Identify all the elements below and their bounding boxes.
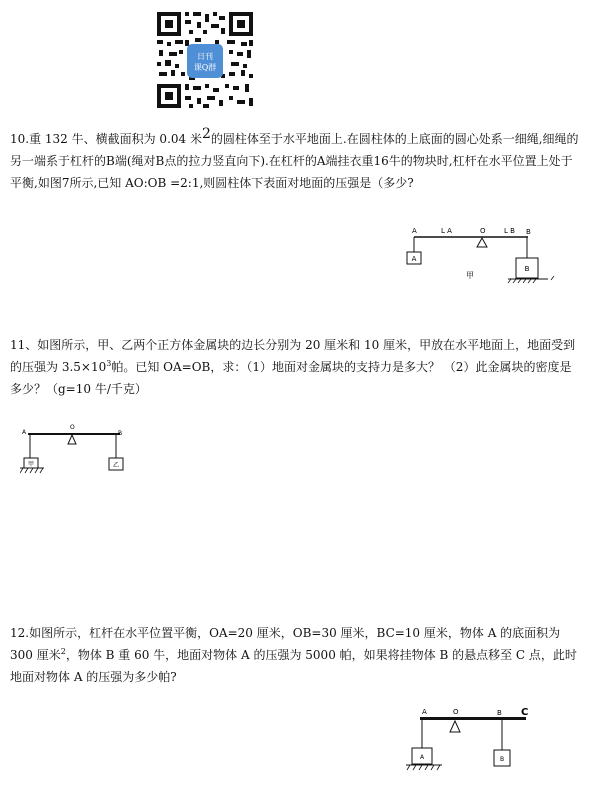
q12-text-part2: ，物体 B 重 60 牛，地面对物体 A 的压强为 5000 帕，如果将挂物体 B 的悬点移至 C 点，此时地面对物体 A 的压强为多少帕?	[10, 648, 577, 684]
q10-label-LA: L A	[441, 227, 452, 235]
q10-lever-diagram	[396, 222, 566, 288]
q11-label-A: A	[22, 429, 27, 436]
q10-lever-figure	[396, 222, 566, 292]
question-11-text	[10, 334, 582, 400]
q11-text-part1: 11、如图所示，甲、乙两个正方体金属块的边长分别为 20 厘米和 10 厘米，甲放在水平地面上，地面受到的压强为 3.5×10	[10, 338, 576, 374]
qr-badge-line1: 日刊	[197, 52, 213, 61]
q10-cylinder-B-label: B	[524, 265, 530, 273]
q10-caption: 甲	[466, 271, 474, 280]
q10-label-B: B	[526, 228, 531, 236]
q11-label-B: B	[118, 430, 123, 437]
q12-block-A-label: A	[419, 754, 425, 761]
question-10-text	[10, 128, 582, 194]
q10-text-part1: 10.重 132 牛、横截面积为 0.04 米	[10, 132, 202, 146]
q10-label-LB: L B	[504, 227, 515, 235]
q11-lever-diagram	[20, 420, 140, 478]
q10-superscript: 2	[201, 126, 211, 142]
q12-fulcrum	[450, 721, 460, 732]
q12-label-A: A	[422, 708, 427, 716]
q12-block-B-label: B	[499, 756, 505, 763]
q10-fulcrum	[477, 238, 487, 247]
q12-text-part1: 12.如图所示，杠杆在水平位置平衡，OA=20 厘米，OB=30 厘米，BC=10 厘米，物体 A 的底面积为 300 厘米	[10, 626, 561, 662]
q12-lever-diagram	[402, 704, 532, 776]
q11-block-yi-label: 乙	[112, 462, 120, 469]
q12-label-B: B	[497, 709, 502, 717]
q12-superscript: 2	[60, 647, 66, 656]
q10-block-A-label: A	[411, 255, 417, 263]
q12-label-O: O	[453, 708, 459, 716]
q12-lever-bar	[420, 717, 526, 720]
qr-badge-line2: 课Q群	[193, 63, 217, 72]
q11-fulcrum	[68, 435, 76, 444]
q11-label-O: O	[70, 424, 75, 431]
q11-lever-figure	[20, 420, 140, 482]
question-12-text	[10, 622, 582, 688]
qr-code-image	[155, 10, 255, 110]
q11-text-part2: 帕。已知 OA=OB，求：（1）地面对金属块的支持力是多大？ （2）此金属块的密度是多少？（g=10 牛/千克）	[10, 360, 572, 396]
q10-label-O: O	[480, 227, 486, 235]
q10-label-A: A	[412, 227, 417, 235]
q11-superscript: 3	[106, 359, 112, 368]
q11-block-jia-label: 甲	[27, 461, 35, 468]
q12-label-C: C	[521, 707, 529, 718]
q10-text-part2: 的圆柱体至于水平地面上.在圆柱体的上底面的圆心处系一细绳,细绳的另一端系于杠杆的B端(绳对B点的拉力竖直向下).在杠杆的A端挂衣重16牛的物块时,杠杆在水平位置上处于平衡,如图7所示,已知 AO:OB =2:1,则圆柱体下表面对地面的压强是（多少?	[10, 132, 579, 190]
q12-lever-figure	[402, 704, 532, 780]
qr-code-graphic	[155, 10, 255, 110]
